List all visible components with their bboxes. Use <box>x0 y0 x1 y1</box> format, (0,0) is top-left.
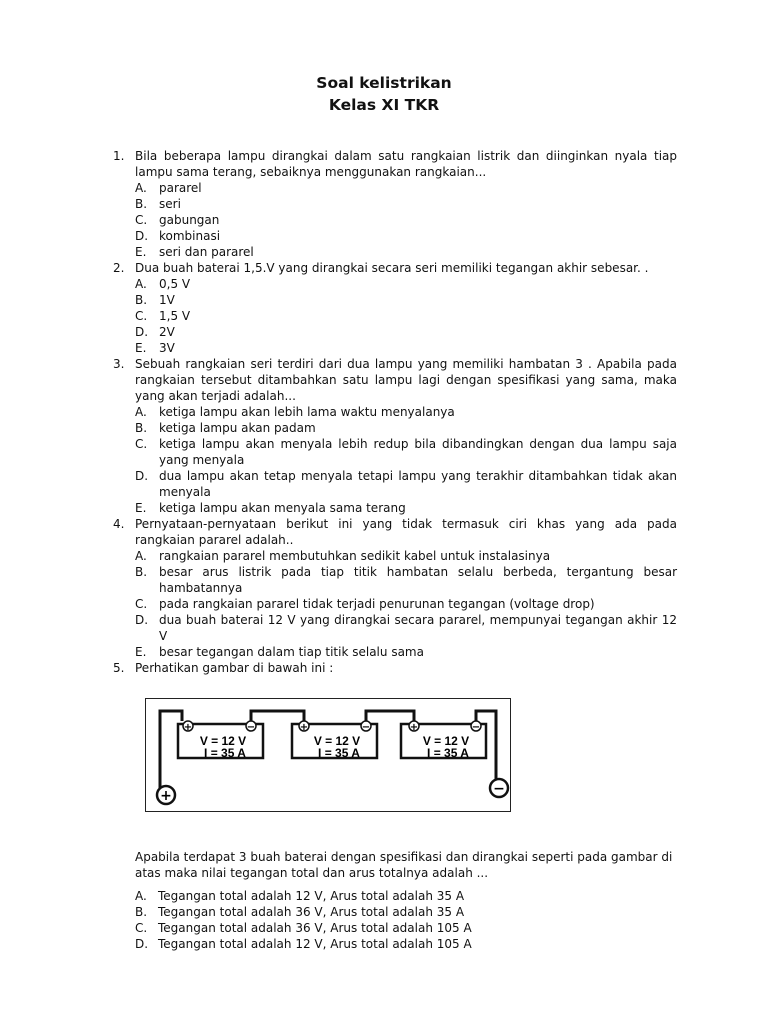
option-text: 1,5 V <box>159 309 191 323</box>
option-letter: B. <box>135 293 148 307</box>
option-d <box>113 936 677 952</box>
option-d <box>135 324 677 340</box>
battery-diagram <box>146 699 510 811</box>
option-text: 3V <box>159 341 175 355</box>
option-text: 1V <box>159 293 175 307</box>
option-text: pada rangkaian pararel tidak terjadi penurunan tegangan (voltage drop) <box>159 597 595 611</box>
option-text: Tegangan total adalah 36 V, Arus total adalah 105 A <box>158 921 472 935</box>
option-c <box>135 212 677 228</box>
page-subtitle: Kelas XI TKR <box>328 96 440 114</box>
question-2 <box>113 260 677 356</box>
option-a <box>135 404 677 420</box>
option-d <box>135 468 677 500</box>
question-text: Perhatikan gambar di bawah ini : <box>135 661 334 675</box>
positive-terminal <box>157 786 175 804</box>
option-letter: C. <box>135 213 148 227</box>
question-text: Dua buah baterai 1,5.V yang dirangkai secara seri memiliki tegangan akhir sebesar. . <box>135 261 649 275</box>
option-text: gabungan <box>159 213 220 227</box>
battery-1-voltage: V = 12 V <box>199 734 247 748</box>
question-3 <box>113 356 677 516</box>
option-text: pararel <box>159 181 202 195</box>
option-letter: A. <box>135 181 147 195</box>
option-c <box>135 596 677 612</box>
battery-2-current: I = 35 A <box>318 746 360 760</box>
battery-1 <box>178 721 263 760</box>
option-a <box>113 888 677 904</box>
option-text: ketiga lampu akan menyala lebih redup bila dibandingkan dengan dua lampu saja yang menyala <box>159 437 677 467</box>
battery-circuit-figure <box>145 698 511 812</box>
question-5-followup <box>135 849 677 881</box>
question-list <box>113 148 677 676</box>
battery-1-current: I = 35 A <box>204 746 246 760</box>
question-text: Sebuah rangkaian seri terdiri dari dua lampu yang memiliki hambatan 3 . Apabila pada rangkaian tersebut ditambahkan satu lampu lagi dengan spesifikasi yang sama, maka yang akan terjadi adalah... <box>135 357 677 403</box>
option-letter: E. <box>135 501 147 515</box>
battery-2 <box>292 721 377 760</box>
battery-3-voltage: V = 12 V <box>422 734 470 748</box>
option-text: dua lampu akan tetap menyala tetapi lampu yang terakhir ditambahkan tidak akan menyala <box>159 469 677 499</box>
option-e <box>135 340 677 356</box>
option-text: Tegangan total adalah 36 V, Arus total adalah 35 A <box>158 905 465 919</box>
option-text: 0,5 V <box>159 277 191 291</box>
option-a <box>135 276 677 292</box>
option-letter: B. <box>135 565 148 579</box>
option-letter: A. <box>135 405 147 419</box>
option-letter: C. <box>135 309 148 323</box>
option-d <box>135 612 677 644</box>
battery-1-plus-sign: + <box>183 722 193 733</box>
option-b <box>135 196 677 212</box>
option-text: seri <box>159 197 181 211</box>
option-text: ketiga lampu akan padam <box>159 421 316 435</box>
battery-3-minus-sign: − <box>471 722 481 733</box>
question-text: Pernyataan-pernyataan berikut ini yang tidak termasuk ciri khas yang ada pada rangkaian pararel adalah.. <box>135 517 677 547</box>
option-letter: E. <box>135 245 147 259</box>
option-b <box>135 564 677 596</box>
option-text: Tegangan total adalah 12 V, Arus total adalah 105 A <box>158 937 472 951</box>
page-title: Soal kelistrikan <box>316 74 452 92</box>
question-number: 5. <box>113 661 125 675</box>
battery-3-current: I = 35 A <box>427 746 469 760</box>
option-letter: E. <box>135 341 147 355</box>
battery-1-minus-sign: − <box>246 722 256 733</box>
option-letter: D. <box>135 229 149 243</box>
followup-text: Apabila terdapat 3 buah baterai dengan spesifikasi dan dirangkai seperti pada gambar di atas maka nilai tegangan total dan arus totalnya adalah ... <box>135 850 673 880</box>
option-letter: C. <box>135 437 148 451</box>
option-letter: C. <box>135 597 148 611</box>
option-c <box>135 308 677 324</box>
wire-link-1 <box>251 711 304 721</box>
option-c <box>135 436 677 468</box>
option-b <box>135 420 677 436</box>
option-letter: C. <box>135 921 148 935</box>
option-letter: E. <box>135 645 147 659</box>
option-letter: D. <box>135 469 149 483</box>
battery-3-plus-sign: + <box>409 722 419 733</box>
option-text: ketiga lampu akan lebih lama waktu menyalanya <box>159 405 455 419</box>
option-c <box>113 920 677 936</box>
option-b <box>113 904 677 920</box>
option-text: Tegangan total adalah 12 V, Arus total adalah 35 A <box>158 889 465 903</box>
wire-link-2 <box>366 711 414 721</box>
option-e <box>135 500 677 516</box>
question-number: 1. <box>113 149 125 163</box>
question-number: 3. <box>113 357 125 371</box>
option-a <box>135 180 677 196</box>
battery-2-minus-sign: − <box>361 722 371 733</box>
question-number: 2. <box>113 261 125 275</box>
option-e <box>135 644 677 660</box>
option-letter: A. <box>135 277 147 291</box>
option-text: seri dan pararel <box>159 245 254 259</box>
option-text: ketiga lampu akan menyala sama terang <box>159 501 406 515</box>
option-b <box>135 292 677 308</box>
option-text: kombinasi <box>159 229 221 243</box>
question-5 <box>113 660 677 676</box>
option-e <box>135 244 677 260</box>
option-letter: A. <box>135 889 147 903</box>
option-letter: B. <box>135 421 148 435</box>
option-letter: D. <box>135 937 149 951</box>
battery-2-voltage: V = 12 V <box>313 734 361 748</box>
option-text: rangkaian pararel membutuhkan sedikit kabel untuk instalasinya <box>159 549 551 563</box>
option-letter: D. <box>135 325 149 339</box>
question-number: 4. <box>113 517 125 531</box>
option-a <box>135 548 677 564</box>
negative-terminal <box>490 779 508 797</box>
option-letter: A. <box>135 549 147 563</box>
battery-3 <box>401 721 486 760</box>
option-d <box>135 228 677 244</box>
question-4 <box>113 516 677 660</box>
positive-terminal-sign: + <box>160 788 172 804</box>
option-text: dua buah baterai 12 V yang dirangkai secara pararel, mempunyai tegangan akhir 12 V <box>159 613 677 643</box>
question-text: Bila beberapa lampu dirangkai dalam satu rangkaian listrik dan diinginkan nyala tiap lampu sama terang, sebaiknya menggunakan rangkaian... <box>135 149 677 179</box>
question-1 <box>113 148 677 260</box>
question-5-options <box>113 888 677 952</box>
option-text: besar tegangan dalam tiap titik selalu sama <box>159 645 424 659</box>
option-letter: D. <box>135 613 149 627</box>
option-letter: B. <box>135 905 148 919</box>
option-text: 2V <box>159 325 175 339</box>
negative-terminal-sign: − <box>493 781 505 797</box>
battery-2-plus-sign: + <box>299 722 309 733</box>
option-text: besar arus listrik pada tiap titik hambatan selalu berbeda, tergantung besar hambatannya <box>159 565 677 595</box>
option-letter: B. <box>135 197 148 211</box>
